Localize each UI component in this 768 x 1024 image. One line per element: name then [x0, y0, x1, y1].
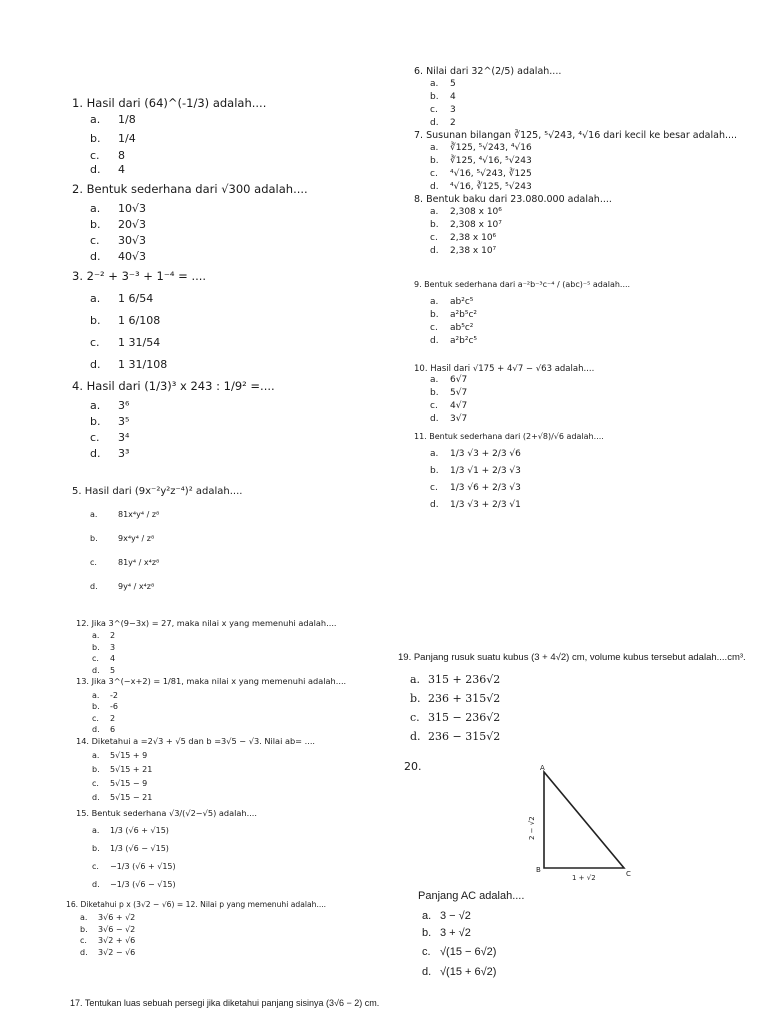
option: c. 3⁴ — [90, 431, 130, 444]
option: c. √(15 − 6√2) — [422, 945, 497, 958]
option: c. 4 — [92, 654, 116, 664]
question-text: 11. Bentuk sederhana dari (2+√8)/√6 adalah.... — [414, 432, 604, 442]
triangle-shape — [544, 772, 624, 868]
question-9 — [414, 280, 737, 348]
vertex-label-c: C — [626, 870, 631, 878]
option: b. 5√15 + 21 — [92, 765, 153, 774]
question-text: 10. Hasil dari √175 + 4√7 − √63 adalah.... — [414, 363, 595, 374]
option: c. 5√15 − 9 — [92, 779, 148, 788]
option: d. 40√3 — [90, 250, 147, 264]
question-text: 5. Hasil dari (9x⁻²y²z⁻⁴)² adalah.... — [72, 485, 243, 497]
option: d. 2 — [430, 117, 456, 128]
option: c. 3 — [430, 104, 456, 115]
question-text: 9. Bentuk sederhana dari a⁻²b⁻³c⁻⁴ / (abc)⁻⁵ adalah.... — [414, 279, 631, 289]
option: a. 5√15 + 9 — [92, 751, 148, 760]
questions-6-11 — [414, 66, 737, 514]
question-5 — [72, 486, 308, 599]
option: c. 4√7 — [430, 401, 468, 412]
option: c. 315 − 236√2 — [410, 710, 501, 724]
option: d. 2,38 x 10⁷ — [430, 245, 497, 256]
option: c. −1/3 (√6 + √15) — [92, 862, 176, 872]
option: b. 3⁵ — [90, 415, 130, 428]
option: c. 3√2 + √6 — [80, 936, 136, 946]
option: b. 1/4 — [90, 132, 136, 146]
option: b. ∛125, ⁴√16, ⁵√243 — [430, 155, 532, 166]
question-3 — [72, 269, 308, 375]
question-2 — [72, 182, 308, 264]
vertex-label-a: A — [540, 764, 545, 772]
option: a. 2,308 x 10⁶ — [430, 206, 502, 217]
question-text: 13. Jika 3^(−x+2) = 1/81, maka nilai x yang memenuhi adalah.... — [76, 676, 347, 687]
option: b. 3√6 − √2 — [80, 924, 136, 934]
option: d. 236 − 315√2 — [410, 729, 501, 743]
option: a. 81x⁴y⁴ / z⁸ — [90, 509, 160, 519]
option: c. 2,38 x 10⁶ — [430, 232, 497, 243]
question-10 — [414, 364, 737, 427]
option: d. √(15 + 6√2) — [422, 965, 497, 978]
question-text: 3. 2⁻² + 3⁻³ + 1⁻⁴ = .... — [72, 268, 207, 283]
option: b. 1/3 √1 + 2/3 √3 — [430, 466, 521, 477]
option: d. −1/3 (√6 − √15) — [92, 880, 176, 890]
option: b. 3 — [92, 642, 116, 652]
option: b. 5√7 — [430, 388, 468, 399]
option: d. 1/3 √3 + 2/3 √1 — [430, 500, 521, 511]
option: a. 3√6 + √2 — [80, 913, 136, 923]
question-8 — [414, 194, 737, 258]
option: d. 1 31/108 — [90, 357, 168, 371]
side-ab-label: 2 − √2 — [528, 816, 536, 840]
option: b. 1/3 (√6 − √15) — [92, 844, 169, 854]
option: b. -6 — [92, 702, 118, 711]
question-text: 12. Jika 3^(9−3x) = 27, maka nilai x yang memenuhi adalah.... — [76, 618, 337, 628]
question-4 — [72, 379, 308, 461]
vertex-label-b: B — [536, 866, 541, 874]
option: d. a²b²c⁵ — [430, 335, 477, 346]
option: d. 9y⁴ / x⁴z⁸ — [90, 581, 155, 591]
option: a. 2 — [92, 631, 116, 641]
question-text: 16. Diketahui p x (3√2 − √6) = 12. Nilai p yang memenuhi adalah.... — [66, 900, 327, 909]
option: c. 1/3 √6 + 2/3 √3 — [430, 483, 521, 494]
option: d. 4 — [90, 162, 125, 176]
question-12 — [76, 618, 346, 676]
right-triangle-figure — [520, 760, 640, 885]
option: d. 3√2 − √6 — [80, 947, 136, 957]
question-20-number: 20. — [404, 760, 422, 773]
question-text: 4. Hasil dari (1/3)³ x 243 : 1/9² =.... — [72, 379, 275, 394]
option: c. 81y⁴ / x⁴z⁸ — [90, 557, 160, 567]
question-text: 14. Diketahui a =2√3 + √5 dan b =3√5 − √3. Nilai ab= .... — [76, 735, 316, 746]
option: b. 1 6/108 — [90, 313, 161, 327]
option: a. 6√7 — [430, 375, 468, 386]
option: d. 6 — [92, 725, 116, 734]
option: c. ab⁵c² — [430, 322, 474, 333]
side-bc-label: 1 + √2 — [572, 874, 596, 882]
option: b. 3 + √2 — [422, 927, 471, 940]
question-text: 7. Susunan bilangan ∛125, ⁵√243, ⁴√16 dari kecil ke besar adalah.... — [414, 129, 738, 141]
option: c. ⁴√16, ⁵√243, ∛125 — [430, 168, 532, 179]
question-text: 1. Hasil dari (64)^(-1/3) adalah.... — [72, 96, 267, 110]
option: a. 3⁶ — [90, 399, 130, 412]
question-14 — [76, 736, 346, 805]
option: a. ab²c⁵ — [430, 296, 474, 307]
option: a. ∛125, ⁵√243, ⁴√16 — [430, 142, 532, 153]
option: b. 2,308 x 10⁷ — [430, 219, 502, 230]
option: b. 236 + 315√2 — [410, 691, 501, 705]
question-16 — [66, 900, 346, 958]
option: a. 315 + 236√2 — [410, 672, 501, 686]
option: a. 1/3 √3 + 2/3 √6 — [430, 449, 521, 460]
option: c. 30√3 — [90, 234, 147, 248]
questions-12-16 — [66, 618, 347, 958]
question-13 — [76, 676, 346, 735]
question-1 — [72, 96, 308, 176]
option: b. a²b⁵c² — [430, 309, 477, 320]
question-15 — [76, 808, 346, 894]
option: d. 3√7 — [430, 414, 468, 425]
question-6 — [414, 66, 737, 130]
question-text: 15. Bentuk sederhana √3/(√2−√5) adalah.... — [76, 807, 257, 818]
option: a. 3 − √2 — [422, 910, 471, 923]
question-7 — [414, 130, 737, 194]
option: d. 5 — [92, 665, 116, 675]
question-20 — [418, 890, 524, 982]
question-text: Panjang AC adalah.... — [418, 890, 525, 902]
option: a. 1/3 (√6 + √15) — [92, 826, 169, 836]
question-text: 6. Nilai dari 32^(2/5) adalah.... — [414, 66, 562, 77]
option: a. 5 — [430, 78, 456, 89]
option: a. -2 — [92, 690, 118, 700]
option: c. 8 — [90, 148, 125, 162]
option: a. 10√3 — [90, 202, 147, 216]
question-17 — [70, 998, 379, 1009]
questions-1-5 — [72, 96, 308, 598]
option: a. 1 6/54 — [90, 291, 154, 305]
option: d. ⁴√16, ∛125, ⁵√243 — [430, 181, 532, 192]
option: c. 2 — [92, 713, 116, 723]
question-text: 19. Panjang rusuk suatu kubus (3 + 4√2) cm, volume kubus tersebut adalah....cm³. — [398, 652, 746, 663]
option: b. 9x⁴y⁴ / z⁸ — [90, 533, 155, 543]
question-text: 2. Bentuk sederhana dari √300 adalah.... — [72, 182, 308, 197]
question-text: 8. Bentuk baku dari 23.080.000 adalah.... — [414, 193, 612, 205]
option: b. 4 — [430, 91, 456, 102]
option: a. 1/8 — [90, 113, 136, 127]
question-11 — [414, 432, 737, 514]
option: d. 3³ — [90, 447, 130, 460]
question-text: 17. Tentukan luas sebuah persegi jika diketahui panjang sisinya (3√6 − 2) cm. — [70, 998, 380, 1008]
option: b. 20√3 — [90, 218, 147, 232]
option: d. 5√15 − 21 — [92, 793, 153, 802]
question-19 — [398, 652, 746, 746]
option: c. 1 31/54 — [90, 335, 161, 349]
